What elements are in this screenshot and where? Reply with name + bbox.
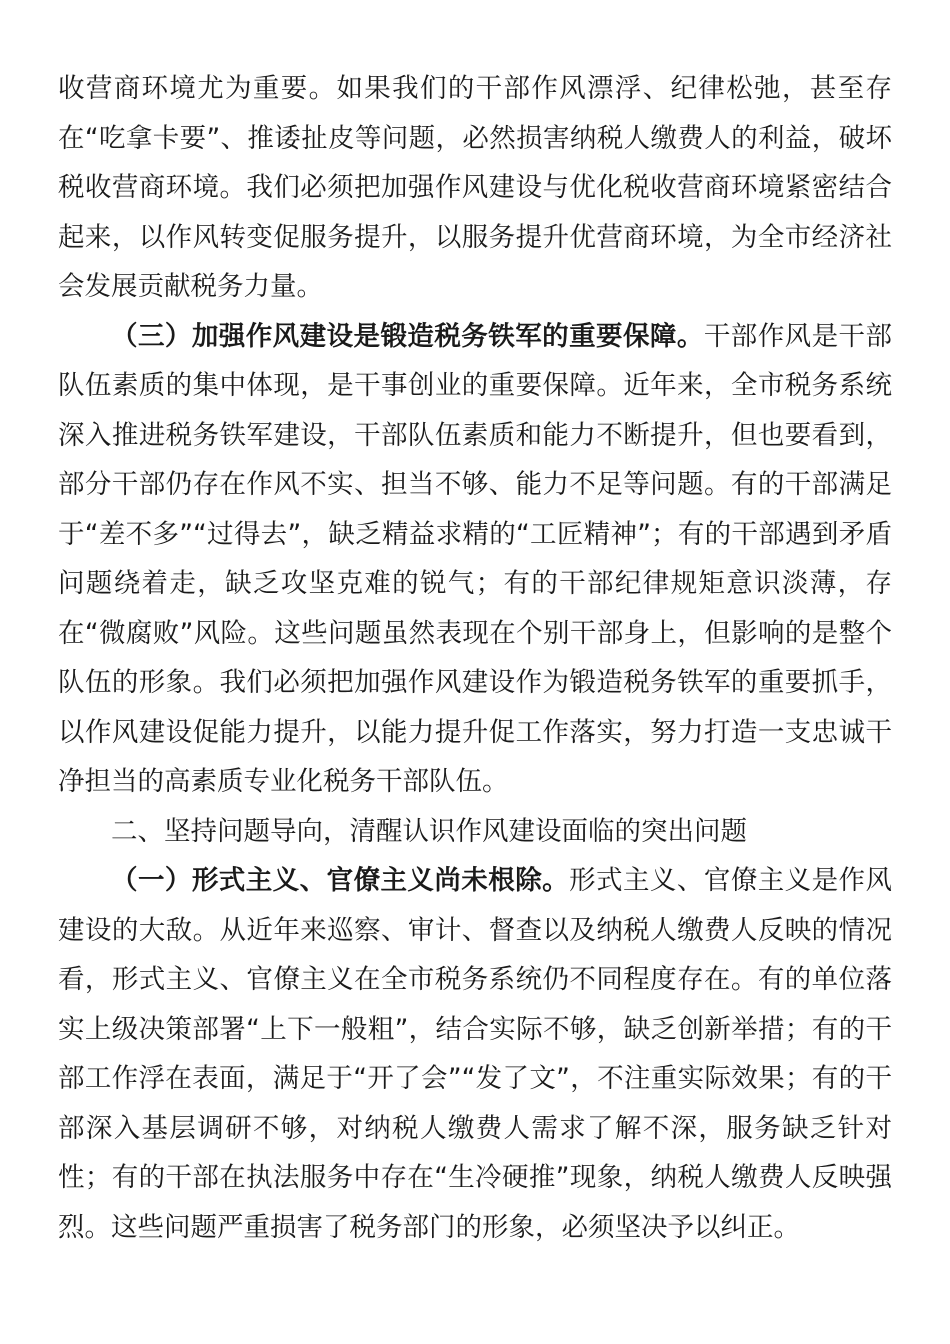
section-one-text: 形式主义、官僚主义是作风建设的大敌。从近年来巡察、审计、督查以及纳税人缴费人反映的情况看，形式主义、官僚主义在全市税务系统仍不同程度存在。有的单位落实上级决策部署“上下一般粗”，结合实际不够，缺乏创新举措；有的干部工作浮在表面，满足于“开了会”“发了文”，不注重实际效果；有的干部深入基层调研不够，对纳税人缴费人需求了解不深，服务缺乏针对性；有的干部在执法服务中存在“生冷硬推”现象，纳税人缴费人反映强烈。这些问题严重损害了税务部门的形象，必须坚决予以纠正。 bbox=[58, 865, 893, 1243]
section-one-heading: （一）形式主义、官僚主义尚未根除。 bbox=[111, 865, 570, 896]
paragraph-section-three bbox=[58, 312, 892, 807]
section-three-heading: （三）加强作风建设是锻造税务铁军的重要保障。 bbox=[111, 320, 704, 352]
document-body bbox=[58, 64, 892, 1252]
chapter-two-heading: 二、坚持问题导向，清醒认识作风建设面临的突出问题 bbox=[111, 815, 747, 847]
paragraph-continuation: 收营商环境尤为重要。如果我们的干部作风漂浮、纪律松弛，甚至存在“吃拿卡要”、推诿扯皮等问题，必然损害纳税人缴费人的利益，破坏税收营商环境。我们必须把加强作风建设与优化税收营商环境紧密结合起来，以作风转变促服务提升，以服务提升优营商环境，为全市经济社会发展贡献税务力量。 bbox=[58, 73, 892, 302]
paragraph-section-one bbox=[58, 856, 892, 1252]
section-three-text: 干部作风是干部队伍素质的集中体现，是干事创业的重要保障。近年来，全市税务系统深入推进税务铁军建设，干部队伍素质和能力不断提升，但也要看到，部分干部仍存在作风不实、担当不够、能力不足等问题。有的干部满足于“差不多”“过得去”，缺乏精益求精的“工匠精神”；有的干部遇到矛盾问题绕着走，缺乏攻坚克难的锐气；有的干部纪律规矩意识淡薄，存在“微腐败”风险。这些问题虽然表现在个别干部身上，但影响的是整个队伍的形象。我们必须把加强作风建设作为锻造税务铁军的重要抓手，以作风建设促能力提升，以能力提升促工作落实，努力打造一支忠诚干净担当的高素质专业化税务干部队伍。 bbox=[58, 320, 893, 797]
